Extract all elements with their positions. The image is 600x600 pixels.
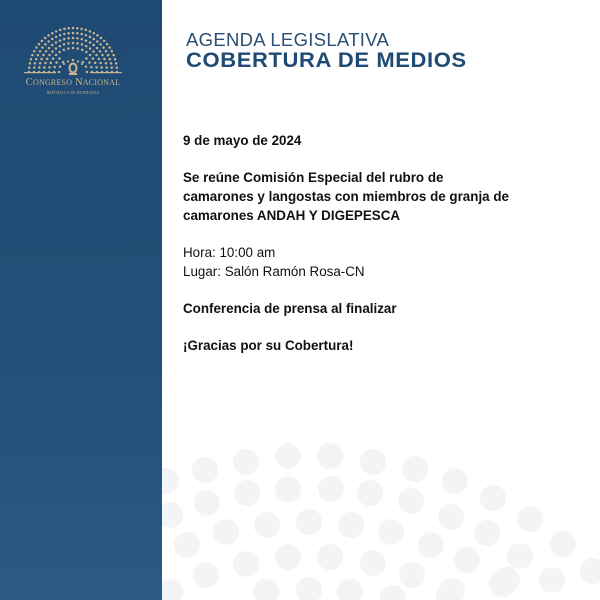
header-cobertura-de-medios: COBERTURA DE MEDIOS xyxy=(186,48,467,72)
page-header xyxy=(186,30,467,72)
logo-subtitle: REPÚBLICA DE HONDURAS xyxy=(46,91,100,95)
press-conference-note: Conferencia de prensa al finalizar xyxy=(183,301,397,316)
thanks-message: ¡Gracias por su Cobertura! xyxy=(183,338,354,353)
dot-pattern-decoration xyxy=(162,380,600,600)
event-date: 9 de mayo de 2024 xyxy=(183,133,302,148)
event-title xyxy=(183,168,583,225)
announcement-body xyxy=(183,131,583,355)
header-agenda-legislativa: AGENDA LEGISLATIVA xyxy=(186,29,390,50)
event-title-line: camarones y langostas con miembros de granja de xyxy=(183,189,509,204)
event-title-line: Se reúne Comisión Especial del rubro de xyxy=(183,170,444,185)
congreso-nacional-logo xyxy=(18,22,128,97)
congress-hemicycle-emblem-icon xyxy=(18,22,128,78)
event-title-line: camarones ANDAH Y DIGEPESCA xyxy=(183,208,401,223)
sidebar-panel xyxy=(0,0,162,600)
logo-name: CONGRESO NACIONAL xyxy=(25,77,121,88)
event-place: Lugar: Salón Ramón Rosa-CN xyxy=(183,264,365,279)
event-time: Hora: 10:00 am xyxy=(183,245,276,260)
